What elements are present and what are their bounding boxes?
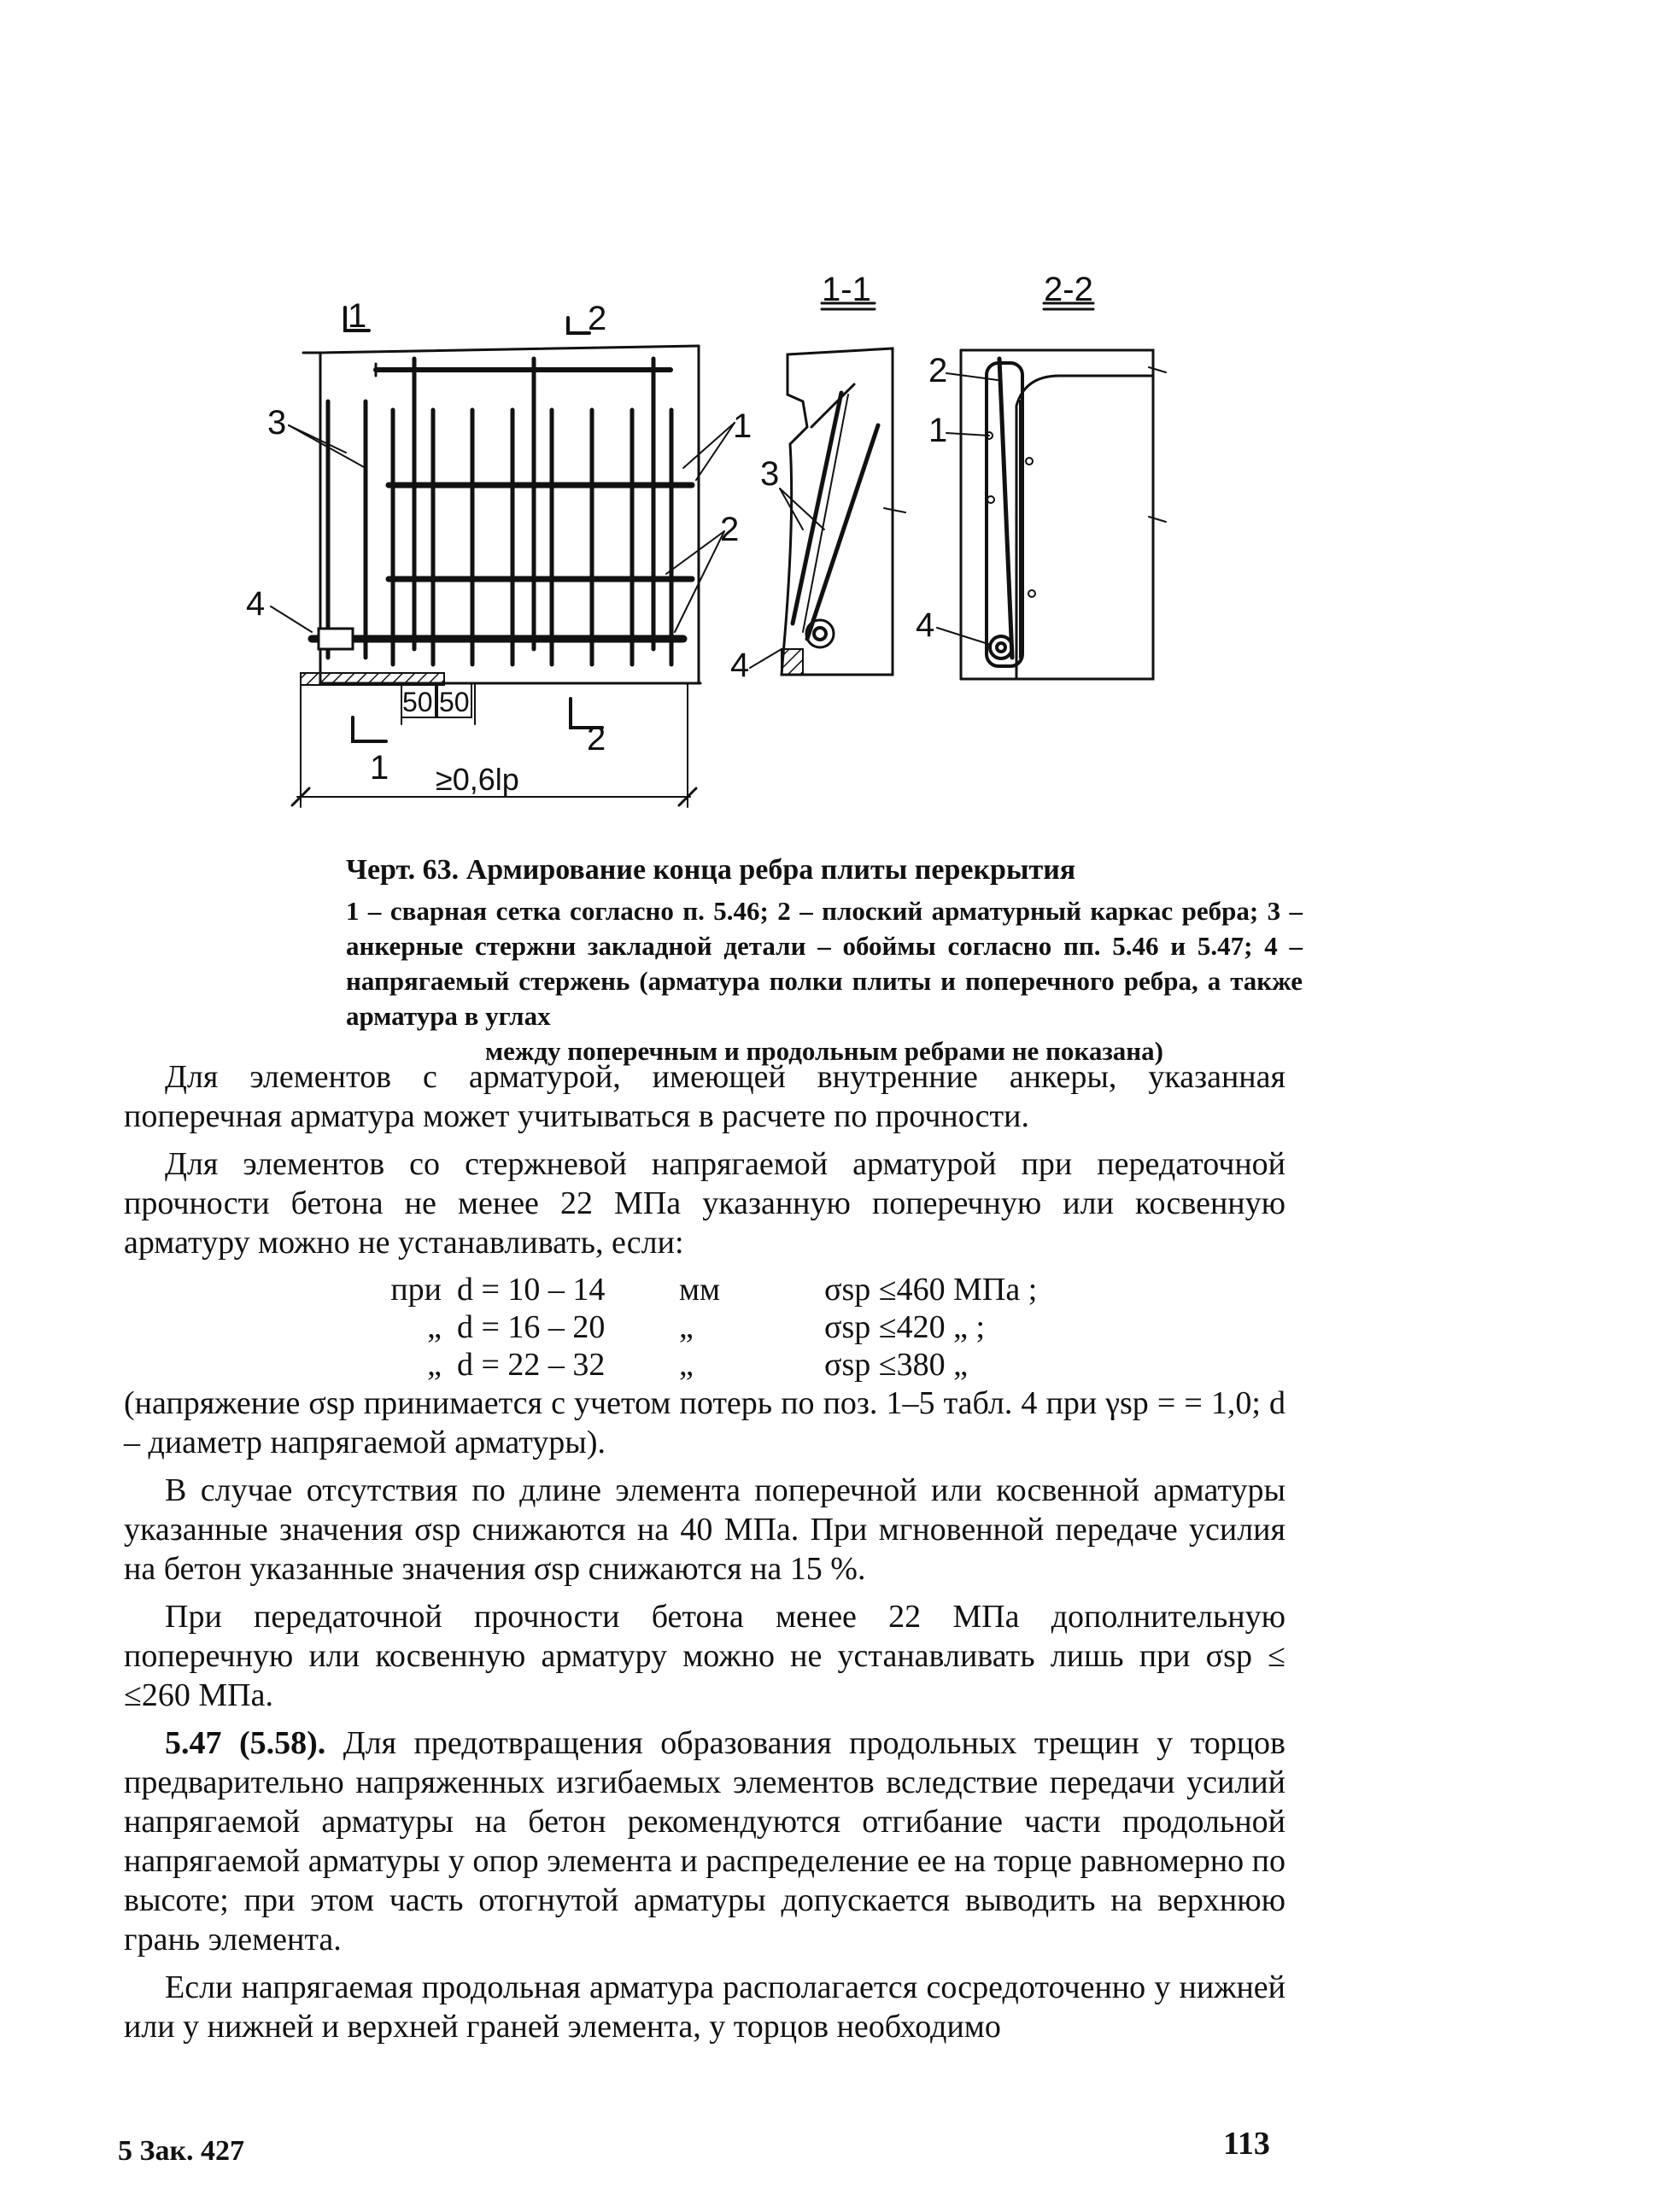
callout-2: 2 [720,511,740,548]
condition-stress: σsp ≤460 МПа ; [824,1272,1038,1308]
clause-text: Для предотвращения образования продольных трещин у торцов предварительно напряженных изгибаемых элементов вследствие передачи усилий напрягаемой арматуры на бетон рекомендуются отгибание части продольной напрягаемой арматуры у опор элемента и распределение ее на торце равномерно по высоте; при этом часть отогнутой арматуры допускается выводить на верхнюю грань элемента. [124,1725,1285,1957]
paragraph-2: Для элементов со стержневой напрягаемой арматурой при передаточной прочности бетона не менее 22 МПа указанную поперечную или косвенную арматуру можно не устанавливать, если: [124,1146,1285,1261]
section-mark-1-top: 1 [348,297,367,335]
figure-legend-text: 1 – сварная сетка согласно п. 5.46; 2 – плоский арматурный каркас ребра; 3 – анкерные стержни закладной детали – обоймы согласно пп. 5.46 и 5.47; 4 – напрягаемый стержень (арматура полки плиты и поперечного ребра, а также арматура в углах [346,896,1303,1031]
callout-1: 1 [733,407,753,445]
figure-caption-legend [346,893,1303,1068]
paragraph-4: В случае отсутствия по длине элемента поперечной или косвенной арматуры указанные значения σsp снижаются на 40 МПа. При мгновенной передаче усилия на бетон указанные значения σsp снижаются на 15 %. [124,1472,1285,1587]
condition-unit: „ [679,1309,694,1345]
condition-row [124,1308,1080,1346]
condition-prefix: „ [427,1347,442,1383]
callout-2-2-1: 1 [928,412,948,449]
print-order-mark: 5 Зак. 427 [118,2135,245,2167]
callout-4: 4 [246,585,266,623]
condition-diameter: d = 16 – 20 [457,1309,606,1345]
dim-length: ≥0,6lp [436,762,519,797]
figure-63-drawing [0,0,1669,854]
section-mark-2-top: 2 [588,300,607,337]
section-mark-2-bottom: 2 [587,720,606,758]
callout-1-1-4: 4 [730,647,750,684]
condition-stress: σsp ≤380 „ [824,1347,968,1383]
section-2-2 [937,303,1166,679]
callout-3: 3 [267,404,287,442]
section-mark-1-bottom: 1 [370,749,389,787]
body-text [124,1057,1285,2055]
view-label-1-1: 1-1 [822,271,871,308]
condition-row [124,1271,1080,1308]
conditions-table [124,1271,1080,1384]
condition-prefix: при [390,1272,442,1308]
page-number: 113 [1223,2126,1270,2162]
condition-unit: мм [679,1272,721,1308]
view-label-2-2: 2-2 [1044,271,1093,308]
paragraph-6 [124,1723,1285,1959]
condition-row [124,1346,1080,1384]
figure-legend-last-line: между поперечным и продольным ребрами не показана) [485,1036,1163,1066]
callout-1-1-3: 3 [760,455,780,493]
dim-50-a: 50 [402,687,433,717]
condition-diameter: d = 10 – 14 [457,1272,606,1308]
callout-2-2-4: 4 [916,606,935,644]
paragraph-1: Для элементов с арматурой, имеющей внутренние анкеры, указанная поперечная арматура может учитываться в расчете по прочности. [124,1059,1285,1134]
callout-2-2-2: 2 [928,352,948,389]
paragraph-3: (напряжение σsp принимается с учетом потерь по поз. 1–5 табл. 4 при γsp = = 1,0; d – диаметр напрягаемой арматуры). [124,1385,1285,1460]
condition-stress: σsp ≤420 „ ; [824,1309,986,1345]
condition-diameter: d = 22 – 32 [457,1347,606,1383]
dim-50-b: 50 [439,687,470,717]
condition-unit: „ [679,1347,694,1383]
condition-prefix: „ [427,1309,442,1345]
figure-caption-title: Черт. 63. Армирование конца ребра плиты перекрытия [346,854,1076,886]
paragraph-7: Если напрягаемая продольная арматура располагается сосредоточенно у нижней или у нижней и верхней граней элемента, у торцов необходимо [124,1969,1285,2045]
main-elevation [271,307,735,807]
clause-number: 5.47 (5.58). [165,1725,326,1761]
paragraph-5: При передаточной прочности бетона менее 22 МПа дополнительную поперечную или косвенную арматуру можно не устанавливать лишь при σsp ≤ ≤260 МПа. [124,1599,1285,1713]
